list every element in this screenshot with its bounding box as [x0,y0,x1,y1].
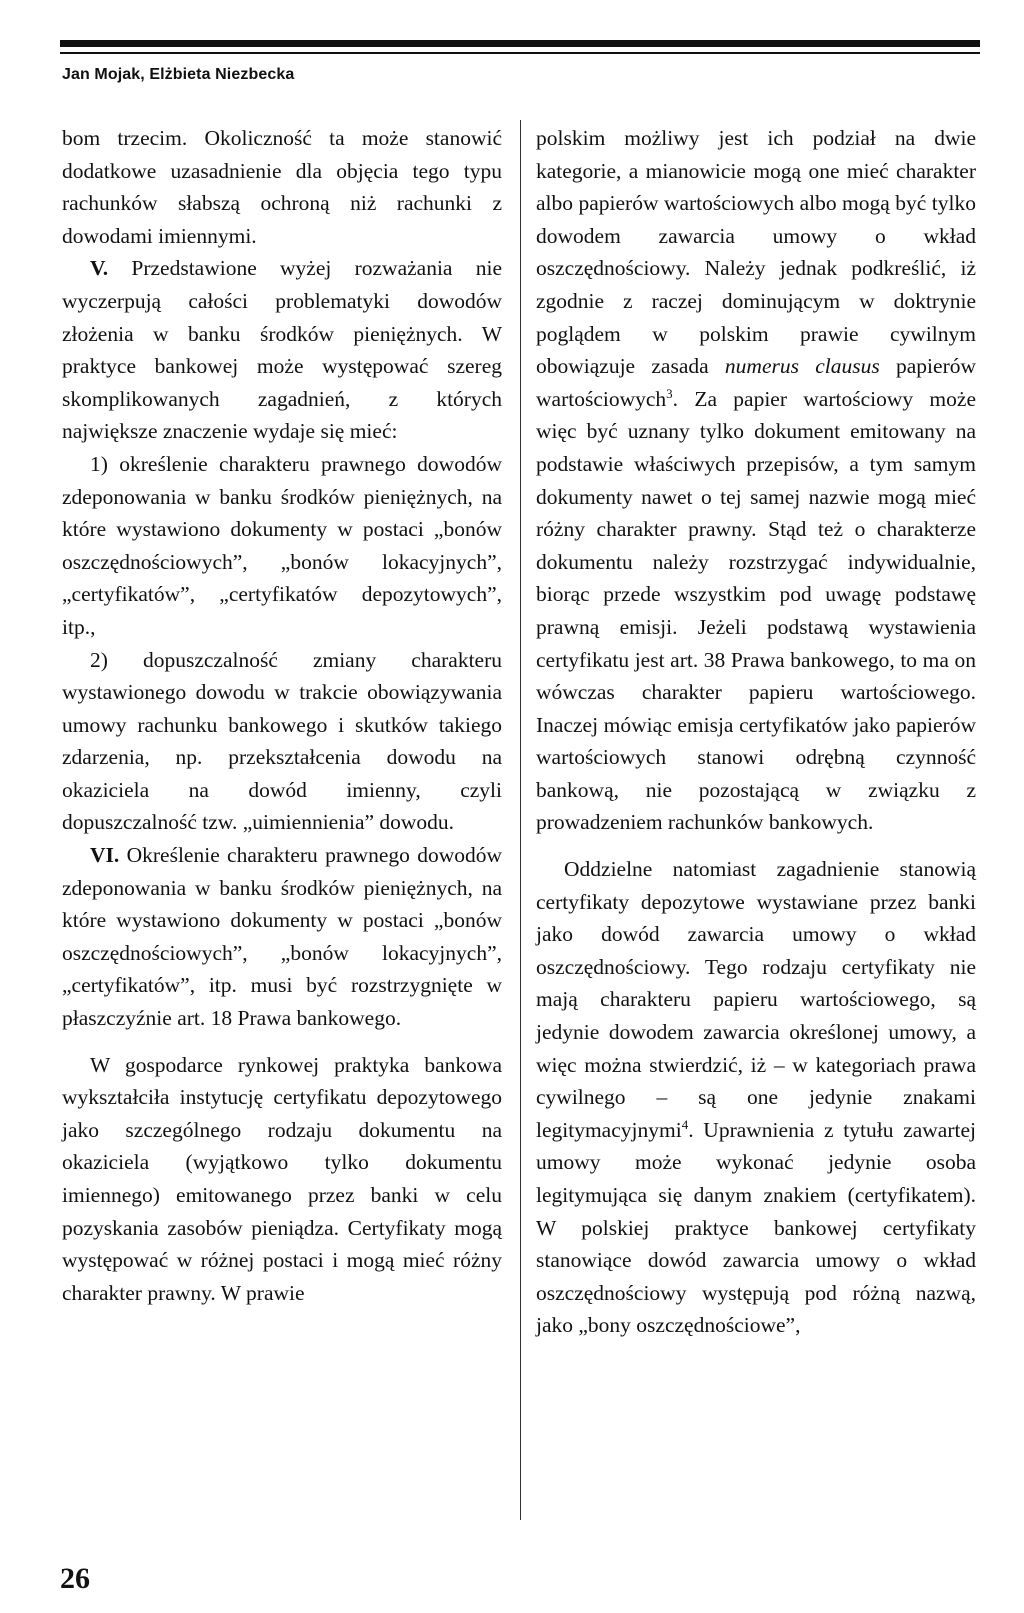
header-rule-thin [60,52,980,54]
paragraph: W gospodarce rynkowej praktyka bankowa wykształciła instytucję certyfikatu depozytowego jako szczególnego rodzaju dokumentu na okaziciela (wyjątkowo tylko dokumentu imiennego) emitowanego przez banki w celu pozyskania zasobów pieniądza. Certyfikaty mogą występować w różnej postaci i mogą mieć różny charakter prawny. W prawie [62,1052,502,1305]
column-divider [520,120,521,1520]
paragraph-text: . Za papier wartościowy może więc być uznany tylko dokument emitowany na podstawie właściwych przepisów, a tym samym dokumenty nawet o tej samej nazwie mogą mieć różny charakter prawny. Stąd też o charakterze dokumentu należy rozstrzygać indywidualnie, biorąc przede wszystkim pod uwagę podstawę prawną emisji. Jeżeli podstawą wystawienia certyfikatu jest art. 38 Prawa bankowego, to ma on wówczas charakter papieru wartościowego. Inaczej mówiąc emisja certyfikatów jako papierów wartościowych stanowi odrębną czynność bankową, nie pozostającą w związku z prowadzeniem rachunków bankowych. [536,386,976,835]
paragraph [536,122,976,839]
italic-term: numerus clausus [724,354,880,379]
paragraph: bom trzecim. Okoliczność ta może stanowić dodatkowe uzasadnienie dla objęcia tego typu rachunków słabszą ochroną niż rachunki z dowodami imiennymi. [62,126,502,248]
section-number: VI. [90,843,120,868]
section-number: V. [90,256,109,281]
left-column [62,122,502,1309]
paragraph-text: . Uprawnienia z tytułu zawartej umowy może wykonać jedynie osoba legitymująca się danym znakiem (certyfikatem). W polskiej praktyce bankowej certyfikaty stanowiące dowód zawarcia umowy o wkład oszczędnościowy występują pod różną nazwą, jako „bony oszczędnościowe”, [536,1117,976,1338]
paragraph-text: papierów wartościowych [536,354,977,411]
right-column [536,122,976,1342]
footnote-ref-3: 3 [666,385,673,401]
paragraph-text: polskim możliwy jest ich podział na dwie kategorie, a mianowicie mogą one mieć charakter albo papierów wartościowych albo mogą być tylko dowodem zawarcia umowy o wkład oszczędnościowy. Należy jednak podkreślić, iż zgodnie z raczej dominującym w doktrynie poglądem w polskim prawie cywilnym obowiązuje zasada [536,126,976,379]
paragraph [536,853,976,1342]
paragraph-text: Określenie charakteru prawnego dowodów zdeponowania w banku środków pieniężnych, na które wystawiono dokumenty w postaci „bonów oszczędnościowych”, „bonów lokacyjnych”, „certyfikatów”, itp. musi być rozstrzygnięte w płaszczyźnie art. 18 Prawa bankowego. [62,843,502,1031]
list-item-1: 1) określenie charakteru prawnego dowodów zdeponowania w banku środków pieniężnych, na które wystawiono dokumenty w postaci „bonów oszczędnościowych”, „bonów lokacyjnych”, „certyfikatów”, „certyfikatów depozytowych”, itp., [62,451,502,639]
list-item-2: 2) dopuszczalność zmiany charakteru wystawionego dowodu w trakcie obowiązywania umowy rachunku bankowego i skutków takiego zdarzenia, np. przekształcenia dowodu na okaziciela na dowód imienny, czyli dopuszczalność tzw. „uimiennienia” dowodu. [62,647,502,835]
paragraph-section-vi [62,839,502,1035]
paragraph-section-v [62,252,502,448]
running-head: Jan Mojak, Elżbieta Niezbecka [62,66,295,83]
paragraph-text: Przedstawione wyżej rozważania nie wyczerpują całości problematyki dowodów złożenia w banku środków pieniężnych. W praktyce bankowej może występować szereg skomplikowanych zagadnień, z których największe znaczenie wydaje się mieć: [62,256,502,444]
paragraph-text: Oddzielne natomiast zagadnienie stanowią certyfikaty depozytowe wystawiane przez banki jako dowód zawarcia umowy o wkład oszczędnościowy. Tego rodzaju certyfikaty nie mają charakteru papieru wartościowego, są jedynie dowodem zawarcia określonej umowy, a więc można stwierdzić, iż – w kategoriach prawa cywilnego – są one jedynie znakami legitymacyjnymi [536,857,976,1142]
page-number: 26 [60,1562,90,1595]
footnote-ref-4: 4 [681,1116,689,1132]
header-rule-thick [60,40,980,47]
